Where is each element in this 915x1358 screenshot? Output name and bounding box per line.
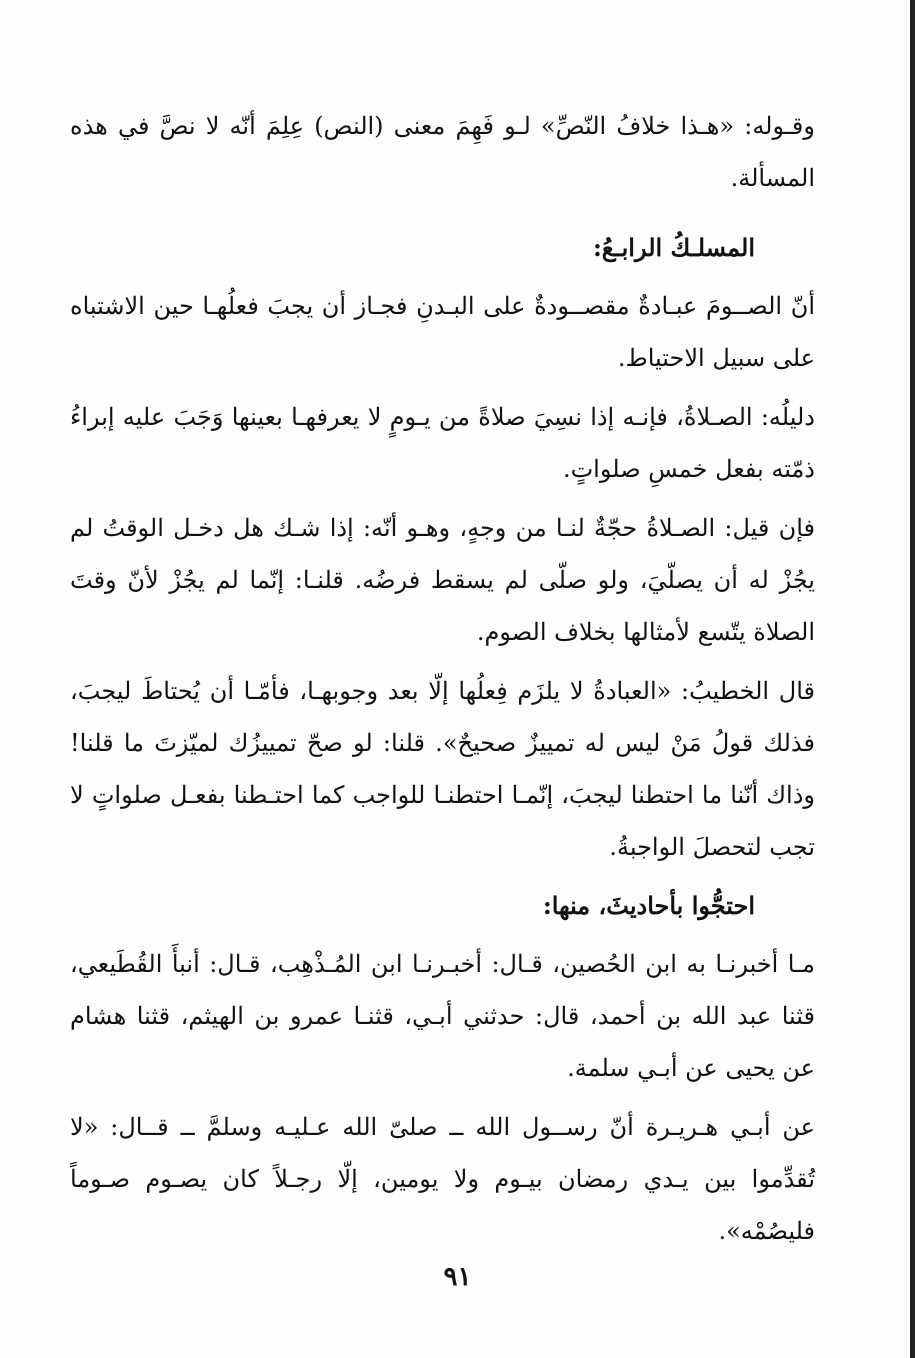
paragraph-1: وقـوله: «هـذا خلافُ النّصِّ» لـو فَهِمَ معنى (النص) عِلِمَ أنّه لا نصَّ في هذه المسألة. <box>70 112 815 192</box>
paragraph-3: دليلُه: الصـلاةُ، فإنـه إذا نسِيَ صلاةً من يـومٍ لا يعرفهـا بعينها وَجَبَ عليه إبراءُ ذمّته بفعل خمسِ صلواتٍ. <box>70 403 815 483</box>
paragraph-6: مـا أخبرنـا به ابن الحُصين، قـال: أخبـرنـا ابن المُـذْهِب، قـال: أنبأَ القُطَيعي، قثنا عبد الله بن أحمد، قال: حدثني أبـي، قثنـا عمرو بن الهيثم، قثنا هشام عن يحيى عن أبـي سلمة. <box>70 950 815 1082</box>
paragraph-7: عن أبـي هـريـرة أنّ رســول الله ــ صلىّ الله عـليـه وسلمَّ ــ قــال: «لا تُقدِّموا بين يـدي رمضان بيـوم ولا يومين، إلّا رجـلاً كان يصـوم صـوماً فليصُمْه». <box>70 1113 815 1245</box>
paragraph-5: قال الخطيبُ: «العبادةُ لا يلزَم فِعلُها إلّا بعد وجوبهـا، فأمّـا أن يُحتاطَ ليجبَ، فذلك قولُ مَنْ ليس له تمييزٌ صحيحٌ». قلنا: لو صحّ تمييزُك لميّزتَ ما قلنا! وذاك أنّنا ما احتطنا ليجبَ، إنّمـا احتطنـا للواجب كما احتـطنا بفعـل صلواتٍ لا تجب لتحصلَ الواجبةُ. <box>70 677 815 861</box>
paragraph-4: فإن قيل: الصـلاةُ حجّةٌ لنـا من وجهٍ، وهـو أنّه: إذا شـك هل دخـل الوقتُ لم يجُزْ له أن يصلّيَ، ولو صلّى لم يسقط فرضُه. قلنـا: إنّما لم يجُزْ لأنّ وقتَ الصلاة يتّسع لأمثالها بخلاف الصوم. <box>70 514 815 646</box>
page-edge-shadow <box>910 0 915 1358</box>
page-body-text <box>70 100 815 1264</box>
section-heading-hadiths: احتجُّوا بأحاديثَ، منها: <box>542 891 755 920</box>
page-number: ٩١ <box>443 1262 472 1292</box>
paragraph-2: أنّ الصــومَ عبـادةٌ مقصــودةٌ على البـدنِ فجـاز أن يجبَ فعلُهـا حين الاشتباه على سبيل الاحتياط. <box>70 292 815 372</box>
section-heading-fourth-path: المسلـكُ الرابـعُ: <box>592 233 755 262</box>
